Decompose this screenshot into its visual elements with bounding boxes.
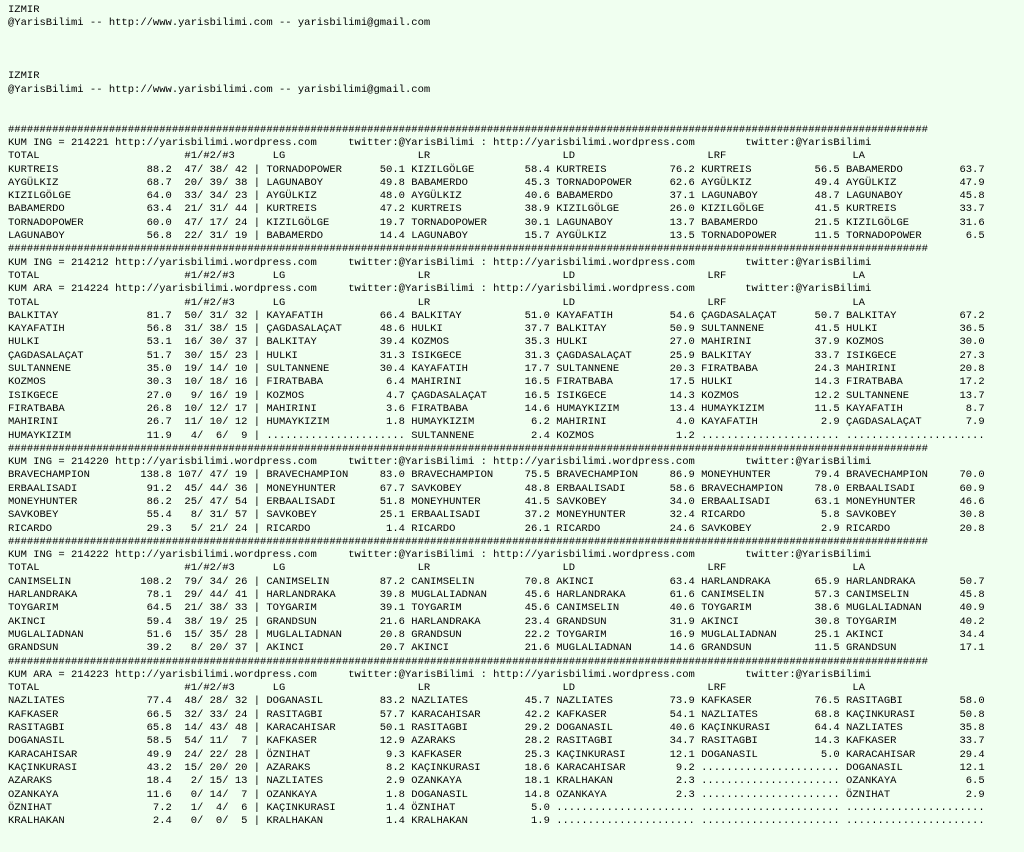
text-line [8,44,1024,57]
separator-line: ################################################################################################################################################## [8,655,928,668]
text-line: IZMIR [8,70,40,83]
text-line: KUM ING = 214222 http://yarisbilimi.wordpress.com twitter:@YarisBilimi : http://yarisbilimi.wordpress.com twitter:@YarisBilimi [8,549,872,562]
text-line: KURTREIS 88.2 47/ 38/ 42 | TORNADOPOWER 50.1 KIZILGÖLGE 58.4 KURTREIS 76.2 KURTREIS 56.5 BABAMERDO 63.7 [8,163,985,176]
text-line: SAVKOBEY 55.4 8/ 31/ 57 | SAVKOBEY 25.1 ERBAALISADI 37.2 MONEYHUNTER 32.4 RICARDO 5.8 SAVKOBEY 30.8 [8,509,985,522]
text-line: MUGLALIADNAN 51.6 15/ 35/ 28 | MUGLALIADNAN 20.8 GRANDSUN 22.2 TOYGARIM 16.9 MUGLALIADNAN 25.1 AKINCI 34.4 [8,628,985,641]
text-line: AYGÜLKIZ 68.7 20/ 39/ 38 | LAGUNABOY 49.8 BABAMERDO 45.3 TORNADOPOWER 62.6 AYGÜLKIZ 49.4 AYGÜLKIZ 47.9 [8,176,985,189]
text-line: TOYGARIM 64.5 21/ 38/ 33 | TOYGARIM 39.1 TOYGARIM 45.6 CANIMSELIN 40.6 TOYGARIM 38.6 MUGLALIADNAN 40.9 [8,602,985,615]
text-line [8,110,1024,123]
text-line: HARLANDRAKA 78.1 29/ 44/ 41 | HARLANDRAKA 39.8 MUGLALIADNAN 45.6 HARLANDRAKA 61.6 CANIMSELIN 57.3 CANIMSELIN 45.8 [8,589,985,602]
text-line: HULKI 53.1 16/ 30/ 37 | BALKITAY 39.4 KOZMOS 35.3 HULKI 27.0 MAHIRINI 37.9 KOZMOS 30.0 [8,336,985,349]
text-line: TOTAL #1/#2/#3 LG LR LD LRF LA [8,269,865,282]
text-line: KUM ARA = 214223 http://yarisbilimi.wordpress.com twitter:@YarisBilimi : http://yarisbilimi.wordpress.com twitter:@YarisBilimi [8,668,872,681]
text-line: KUM ING = 214212 http://yarisbilimi.wordpress.com twitter:@YarisBilimi : http://yarisbilimi.wordpress.com twitter:@YarisBilimi [8,256,872,269]
text-line: ISIKGECE 27.0 9/ 16/ 19 | KOZMOS 4.7 ÇAGDASALAÇAT 16.5 ISIKGECE 14.3 KOZMOS 12.2 SULTANNENE 13.7 [8,389,985,402]
text-line [8,57,1024,70]
text-line: KUM ING = 214221 http://yarisbilimi.wordpress.com twitter:@YarisBilimi : http://yarisbilimi.wordpress.com twitter:@YarisBilimi [8,136,872,149]
text-line: ÖZNIHAT 7.2 1/ 4/ 6 | KAÇINKURASI 1.4 ÖZNIHAT 5.0 ...................... ...................... ...................... [8,801,985,814]
text-line: KIZILGÖLGE 64.0 33/ 34/ 23 | AYGÜLKIZ 48.0 AYGÜLKIZ 40.6 BABAMERDO 37.1 LAGUNABOY 48.7 LAGUNABOY 45.8 [8,190,985,203]
text-line [8,31,1024,44]
text-line: MAHIRINI 26.7 11/ 10/ 12 | HUMAYKIZIM 1.8 HUMAYKIZIM 6.2 MAHIRINI 4.0 KAYAFATIH 2.9 ÇAGDASALAÇAT 7.9 [8,416,985,429]
text-line: ERBAALISADI 91.2 45/ 44/ 36 | MONEYHUNTER 67.7 SAVKOBEY 48.8 ERBAALISADI 58.6 BRAVECHAMPION 78.0 ERBAALISADI 60.9 [8,482,985,495]
text-line: KAYAFATIH 56.8 31/ 38/ 15 | ÇAGDASALAÇAT 48.6 HULKI 37.7 BALKITAY 50.9 SULTANNENE 41.5 HULKI 36.5 [8,323,985,336]
text-line: TOTAL #1/#2/#3 LG LR LD LRF LA [8,682,865,695]
text-line: IZMIR [8,4,40,16]
text-line: MONEYHUNTER 86.2 25/ 47/ 54 | ERBAALISADI 51.8 MONEYHUNTER 41.5 SAVKOBEY 34.0 ERBAALISADI 63.1 MONEYHUNTER 46.6 [8,495,985,508]
text-line: TORNADOPOWER 60.0 47/ 17/ 24 | KIZILGÖLGE 19.7 TORNADOPOWER 30.1 LAGUNABOY 13.7 BABAMERDO 21.5 KIZILGÖLGE 31.6 [8,216,985,229]
text-line: HUMAYKIZIM 11.9 4/ 6/ 9 | ...................... SULTANNENE 2.4 KOZMOS 1.2 ...................... ...................... [8,429,985,442]
text-line: TOTAL #1/#2/#3 LG LR LD LRF LA [8,562,865,575]
separator-line: ################################################################################################################################################## [8,442,928,455]
text-line: GRANDSUN 39.2 8/ 20/ 37 | AKINCI 20.7 AKINCI 21.6 MUGLALIADNAN 14.6 GRANDSUN 11.5 GRANDSUN 17.1 [8,642,985,655]
text-line: BALKITAY 81.7 50/ 31/ 32 | KAYAFATIH 66.4 BALKITAY 51.0 KAYAFATIH 54.6 ÇAGDASALAÇAT 50.7 BALKITAY 67.2 [8,309,985,322]
separator-line: ################################################################################################################################################## [8,535,928,548]
text-line: ÇAGDASALAÇAT 51.7 30/ 15/ 23 | HULKI 31.3 ISIKGECE 31.3 ÇAGDASALAÇAT 25.9 BALKITAY 33.7 ISIKGECE 27.3 [8,349,985,362]
text-line: LAGUNABOY 56.8 22/ 31/ 19 | BABAMERDO 14.4 LAGUNABOY 15.7 AYGÜLKIZ 13.5 TORNADOPOWER 11.5 TORNADOPOWER 6.5 [8,230,985,243]
text-line: KAÇINKURASI 43.2 15/ 20/ 20 | AZARAKS 8.2 KAÇINKURASI 18.6 KARACAHISAR 9.2 ...................... DOGANASIL 12.1 [8,761,985,774]
text-line: BABAMERDO 63.4 21/ 31/ 44 | KURTREIS 47.2 KURTREIS 38.9 KIZILGÖLGE 26.0 KIZILGÖLGE 41.5 KURTREIS 33.7 [8,203,985,216]
text-line: @YarisBilimi -- http://www.yarisbilimi.com -- yarisbilimi@gmail.com [8,83,431,96]
text-line: NAZLIATES 77.4 48/ 28/ 32 | DOGANASIL 83.2 NAZLIATES 45.7 NAZLIATES 73.9 KAFKASER 76.5 RASITAGBI 58.0 [8,695,985,708]
text-line: KRALHAKAN 2.4 0/ 0/ 5 | KRALHAKAN 1.4 KRALHAKAN 1.9 ...................... ...................... ...................... [8,815,985,828]
separator-line: ################################################################################################################################################## [8,243,928,256]
text-line: AKINCI 59.4 38/ 19/ 25 | GRANDSUN 21.6 HARLANDRAKA 23.4 GRANDSUN 31.9 AKINCI 30.8 TOYGARIM 40.2 [8,615,985,628]
text-line: DOGANASIL 58.5 54/ 11/ 7 | KAFKASER 12.9 AZARAKS 28.2 RASITAGBI 34.7 RASITAGBI 14.3 KAFKASER 33.7 [8,735,985,748]
text-line: SULTANNENE 35.0 19/ 14/ 10 | SULTANNENE 30.4 KAYAFATIH 17.7 SULTANNENE 20.3 FIRATBABA 24.3 MAHIRINI 20.8 [8,363,985,376]
text-line: AZARAKS 18.4 2/ 15/ 13 | NAZLIATES 2.9 OZANKAYA 18.1 KRALHAKAN 2.3 ...................... OZANKAYA 6.5 [8,775,985,788]
text-line: @YarisBilimi -- http://www.yarisbilimi.com -- yarisbilimi@gmail.com [8,17,431,30]
text-line: KARACAHISAR 49.9 24/ 22/ 28 | ÖZNIHAT 9.3 KAFKASER 25.3 KAÇINKURASI 12.1 DOGANASIL 5.0 KARACAHISAR 29.4 [8,748,985,761]
text-line [8,97,1024,110]
text-line: CANIMSELIN 108.2 79/ 34/ 26 | CANIMSELIN 87.2 CANIMSELIN 70.8 AKINCI 63.4 HARLANDRAKA 65.9 HARLANDRAKA 50.7 [8,575,985,588]
text-line: BRAVECHAMPION 138.8 107/ 47/ 19 | BRAVECHAMPION 83.0 BRAVECHAMPION 75.5 BRAVECHAMPION 86.9 MONEYHUNTER 79.4 BRAVECHAMPION 70.0 [8,469,985,482]
text-line: KUM ARA = 214224 http://yarisbilimi.wordpress.com twitter:@YarisBilimi : http://yarisbilimi.wordpress.com twitter:@YarisBilimi [8,283,872,296]
text-line: RASITAGBI 65.8 14/ 43/ 48 | KARACAHISAR 50.1 RASITAGBI 29.2 DOGANASIL 40.6 KAÇINKURASI 64.4 NAZLIATES 35.8 [8,722,985,735]
text-line: RICARDO 29.3 5/ 21/ 24 | RICARDO 1.4 RICARDO 26.1 RICARDO 24.6 SAVKOBEY 2.9 RICARDO 20.8 [8,522,985,535]
text-line: OZANKAYA 11.6 0/ 14/ 7 | OZANKAYA 1.8 DOGANASIL 14.8 OZANKAYA 2.3 ...................... ÖZNIHAT 2.9 [8,788,985,801]
text-line: FIRATBABA 26.8 10/ 12/ 17 | MAHIRINI 3.6 FIRATBABA 14.6 HUMAYKIZIM 13.4 HUMAYKIZIM 11.5 KAYAFATIH 8.7 [8,402,985,415]
text-line: TOTAL #1/#2/#3 LG LR LD LRF LA [8,150,865,163]
text-line: TOTAL #1/#2/#3 LG LR LD LRF LA [8,296,865,309]
text-line: KAFKASER 66.5 32/ 33/ 24 | RASITAGBI 57.7 KARACAHISAR 42.2 KAFKASER 54.1 NAZLIATES 68.8 KAÇINKURASI 50.8 [8,708,985,721]
separator-line: ################################################################################################################################################## [8,123,928,136]
text-line: KUM ING = 214220 http://yarisbilimi.wordpress.com twitter:@YarisBilimi : http://yarisbilimi.wordpress.com twitter:@YarisBilimi [8,456,872,469]
text-line: KOZMOS 30.3 10/ 18/ 16 | FIRATBABA 6.4 MAHIRINI 16.5 FIRATBABA 17.5 HULKI 14.3 FIRATBABA 17.2 [8,376,985,389]
